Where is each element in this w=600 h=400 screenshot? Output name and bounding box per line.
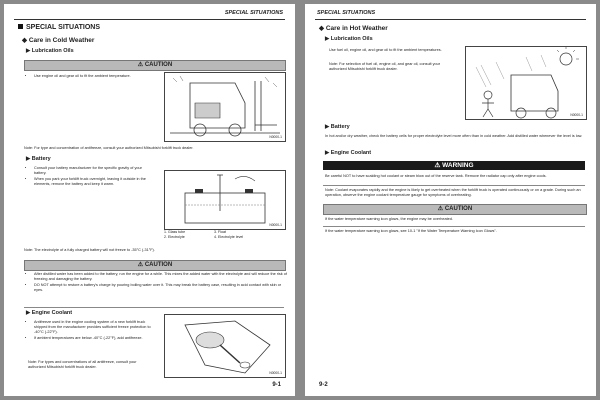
antifreeze-note: Note: For type and concentration of antifreeze, consult your authorized Mitsubishi forklift truck dealer. [24,146,194,150]
list-item: • If ambient temperatures are below -40°C (-22°F), add antifreeze. [34,336,154,341]
list-item: • When you park your forklift truck overnight, leaving it outside in the elements, remove the battery and keep it warm. [34,177,154,187]
caution-banner: ⚠ CAUTION [323,204,587,215]
coolant-tank-icon [165,315,285,377]
lube-text: Use fuel oil, engine oil, and gear oil to fit the ambient temperatures. [329,48,442,52]
lube-oils-heading-text: Lubrication Oils [31,48,74,54]
lube-oils-heading: ▶ Lubrication Oils [325,36,373,42]
battery-bullets [28,166,154,188]
page-number: 9-1 [272,382,281,388]
cold-weather-heading-text: Care in Cold Weather [28,37,95,44]
engine-coolant-heading: ▶ Engine Coolant [325,150,372,156]
coolant-illustration [164,314,286,378]
engine-coolant-heading: ▶ Engine Coolant [26,310,73,316]
figure-id: N0000-1 [269,135,282,139]
legend-col1 [164,230,185,240]
caution-label: CAUTION [444,206,473,212]
divider [323,226,585,227]
section-title [18,24,100,31]
legend-item: 1. Glass tube [164,230,186,234]
warning-banner: ⚠ WARNING [323,161,585,170]
square-bullet-icon [18,24,23,29]
caution-banner: ⚠ CAUTION [24,260,286,271]
left-page [4,4,295,396]
list-item: • Antifreeze used in the engine cooling system of a new forklift truck shipped from the manufacturer provides sufficient freeze protection to -40°C (-22°F). [34,320,154,335]
battery-heading: ▶ Battery [26,156,51,162]
legend-col2 [214,230,243,240]
lube-bullets [28,74,154,80]
battery-heading: ▶ Battery [325,124,350,130]
hot-weather-heading: ◆ Care in Hot Weather [319,25,388,32]
battery-illustration [164,170,286,230]
lube-oils-heading-text: Lubrication Oils [330,36,373,42]
forklift-hot-illustration [465,46,587,120]
coolant-bullets [28,320,154,342]
lube-oils-heading: ▶ Lubrication Oils [26,48,74,54]
caution-label: CAUTION [144,262,173,268]
engine-coolant-heading-text: Engine Coolant [330,150,372,156]
running-head: SPECIAL SITUATIONS [317,10,376,16]
coolant-note: Note: For types and concentrations of all antifreeze, consult your authorized Mitsubishi forklift truck dealer. [28,360,137,369]
caution-reference: If the water temperature warning icon glows, see 10-1 "If the Water Temperature Warning Icon Glows". [325,229,497,233]
list-item: • After distilled water has been added to the battery, run the engine for a while. This mixes the added water with the electrolyte and will reduce the risk of freezing and damaging the battery. [34,272,290,282]
figure-id: N0000-1 [269,223,282,227]
caution-banner: ⚠ CAUTION [24,60,286,71]
warning-text: Be careful NOT to have scalding hot coolant or steam blow out of the reserve tank. Remove the radiator cap only after engine cools. [325,174,547,178]
figure-id: N0000-1 [570,113,583,117]
legend-item: 4. Electrolyte level [214,235,244,239]
forklift-cold-illustration [164,72,286,142]
warning-label: WARNING [442,162,474,169]
divider [323,185,585,186]
forklift-icon [165,73,285,141]
electrolyte-note: Note: The electrolyte of a fully charged battery will not freeze to -35°C (-31°F). [24,248,155,252]
hot-weather-heading-text: Care in Hot Weather [325,25,388,32]
cold-weather-heading: ◆ Care in Cold Weather [22,37,95,44]
page-number: 9-2 [319,382,328,388]
list-item: • DO NOT attempt to restore a battery's charge by pouring boiling water over it. This may break the battery case, resulting in acid contact with skin or eyes. [34,283,290,293]
lube-note: Note: For selection of fuel oil, engine oil, and gear oil, consult your authorized Mitsubishi forklift truck dealer. [329,62,441,71]
section-title-text: SPECIAL SITUATIONS [26,24,101,31]
caution-label: CAUTION [144,62,173,68]
battery-heading-text: Battery [330,124,350,130]
caution-bullets [28,272,290,294]
header-rule [14,19,285,20]
warning-note: Note: Coolant evaporates rapidly and the engine is likely to get overheated when the forklift truck is operated continuously or on a grade. During such an operation, observe the engine coolant temperature gauge for symptoms of overheating. [325,188,581,197]
legend-item: 2. Electrolyte [164,235,185,239]
figure-id: N0000-1 [269,371,282,375]
header-rule [315,19,586,20]
list-item: • Use engine oil and gear oil to fit the ambient temperature. [34,74,154,79]
battery-icon [165,171,285,229]
running-head: SPECIAL SITUATIONS [224,10,283,16]
forklift-sun-icon [466,47,586,119]
caution-text: If the water temperature warning icon glows, the engine may be overheated. [325,217,453,221]
divider [24,307,284,308]
right-page [305,4,596,396]
engine-coolant-heading-text: Engine Coolant [31,310,73,316]
list-item: • Consult your battery manufacturer for the specific gravity of your battery. [34,166,154,176]
legend-item: 3. Float [214,230,226,234]
battery-text: In hot and/or dry weather, check the battery cells for proper electrolyte level more often than in cold weather. Add distilled water whenever the level is low. [325,134,583,138]
battery-heading-text: Battery [31,156,51,162]
